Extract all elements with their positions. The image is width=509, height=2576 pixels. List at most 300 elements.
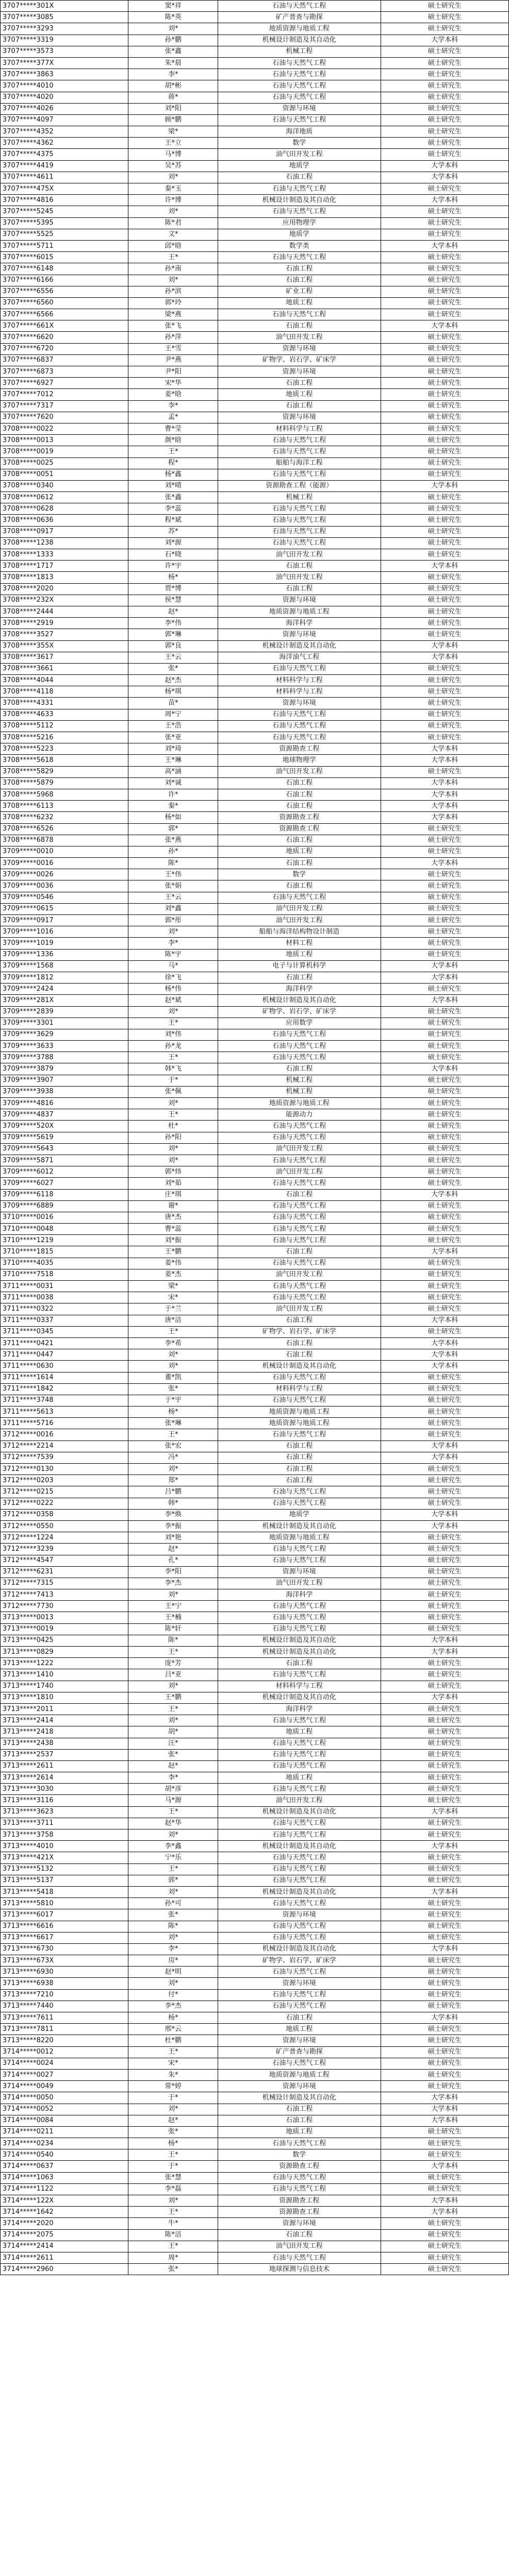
name-cell: 刘* [128, 1155, 218, 1166]
name-cell: 李* [128, 1943, 218, 1955]
table-row [1, 2218, 509, 2229]
degree-level-cell: 硕士研究生 [381, 183, 508, 195]
table-row [1, 2149, 509, 2161]
id-number-cell: 3709*****3788 [1, 1052, 128, 1063]
table-row [1, 1532, 509, 1544]
id-number-cell: 3713*****3711 [1, 1818, 128, 1829]
name-cell: 李* [128, 69, 218, 80]
degree-level-cell: 硕士研究生 [381, 606, 508, 617]
table-row [1, 1258, 509, 1269]
name-cell: 王* [128, 1018, 218, 1029]
degree-level-cell: 硕士研究生 [381, 1829, 508, 1841]
table-row [1, 1647, 509, 1658]
name-cell: 王*云 [128, 892, 218, 903]
name-cell: 尹*燕 [128, 354, 218, 366]
name-cell: 胡*彦 [128, 1784, 218, 1795]
major-cell: 石油与天然气工程 [218, 80, 381, 92]
major-cell: 油气田开发工程 [218, 1578, 381, 1589]
degree-level-cell: 硕士研究生 [381, 1989, 508, 2001]
degree-level-cell: 硕士研究生 [381, 1395, 508, 1406]
id-number-cell: 3713*****6930 [1, 1967, 128, 1978]
table-row [1, 1063, 509, 1075]
major-cell: 石油与天然气工程 [218, 2138, 381, 2149]
degree-level-cell: 硕士研究生 [381, 309, 508, 320]
id-number-cell: 3712*****0130 [1, 1464, 128, 1475]
id-number-cell: 3713*****1810 [1, 1692, 128, 1703]
major-cell: 石油工程 [218, 1189, 381, 1200]
degree-level-cell: 硕士研究生 [381, 1681, 508, 1692]
id-number-cell: 3711*****0345 [1, 1326, 128, 1337]
name-cell: 陈* [128, 1635, 218, 1646]
degree-level-cell: 大学本科 [381, 1315, 508, 1326]
major-cell: 海洋科学 [218, 1589, 381, 1601]
major-cell: 石油与天然气工程 [218, 1212, 381, 1223]
name-cell: 赵* [128, 606, 218, 617]
name-cell: 刘* [128, 23, 218, 35]
table-row [1, 2012, 509, 2024]
name-cell: 马* [128, 960, 218, 972]
table-row [1, 1566, 509, 1578]
degree-level-cell: 硕士研究生 [381, 469, 508, 480]
table-row [1, 915, 509, 926]
name-cell: 杨* [128, 2012, 218, 2024]
degree-level-cell: 硕士研究生 [381, 1109, 508, 1121]
major-cell: 石油工程 [218, 1246, 381, 1258]
degree-level-cell: 硕士研究生 [381, 252, 508, 263]
major-cell: 矿业工程 [218, 286, 381, 297]
degree-level-cell: 硕士研究生 [381, 2218, 508, 2229]
name-cell: 宁*乐 [128, 1852, 218, 1863]
id-number-cell: 3712*****3239 [1, 1544, 128, 1555]
degree-level-cell: 硕士研究生 [381, 618, 508, 629]
id-number-cell: 3711*****0630 [1, 1361, 128, 1372]
degree-level-cell: 硕士研究生 [381, 1429, 508, 1440]
major-cell: 机械工程 [218, 46, 381, 57]
degree-level-cell: 硕士研究生 [381, 206, 508, 217]
id-number-cell: 3709*****0917 [1, 915, 128, 926]
id-number-cell: 3714*****0540 [1, 2149, 128, 2161]
major-cell: 资源与环境 [218, 1909, 381, 1921]
id-number-cell: 3713*****0829 [1, 1647, 128, 1658]
id-number-cell: 3708*****0917 [1, 526, 128, 537]
id-number-cell: 3709*****0036 [1, 880, 128, 892]
id-number-cell: 3714*****2414 [1, 2241, 128, 2252]
id-number-cell: 3708*****5829 [1, 766, 128, 777]
id-number-cell: 3711*****0337 [1, 1315, 128, 1326]
id-number-cell: 3713*****3116 [1, 1795, 128, 1806]
name-cell: 秦* [128, 801, 218, 812]
id-number-cell: 3713*****5418 [1, 1886, 128, 1897]
name-cell: 蒋* [128, 92, 218, 103]
degree-level-cell: 大学本科 [381, 1063, 508, 1075]
id-number-cell: 3711*****0031 [1, 1281, 128, 1292]
id-number-cell: 3712*****0222 [1, 1498, 128, 1509]
name-cell: 庄*琪 [128, 1189, 218, 1200]
name-cell: 王*鹏 [128, 1692, 218, 1703]
id-number-cell: 3713*****3623 [1, 1806, 128, 1818]
table-row [1, 1189, 509, 1200]
name-cell: 孟* [128, 412, 218, 423]
id-number-cell: 3709*****4837 [1, 1109, 128, 1121]
table-row [1, 892, 509, 903]
degree-level-cell: 硕士研究生 [381, 1544, 508, 1555]
degree-level-cell: 硕士研究生 [381, 1258, 508, 1269]
name-cell: 吕*亚 [128, 1669, 218, 1681]
degree-level-cell: 硕士研究生 [381, 343, 508, 354]
table-row [1, 823, 509, 835]
id-number-cell: 3707*****661X [1, 320, 128, 332]
major-cell: 石油与天然气工程 [218, 537, 381, 549]
name-cell: 马*源 [128, 1795, 218, 1806]
table-row [1, 12, 509, 23]
id-number-cell: 3713*****2011 [1, 1703, 128, 1715]
table-row [1, 366, 509, 378]
major-cell: 材料科学与工程 [218, 675, 381, 686]
table-row [1, 926, 509, 938]
name-cell: 陈*洁 [128, 2229, 218, 2241]
table-row [1, 1932, 509, 1943]
id-number-cell: 3714*****1063 [1, 2172, 128, 2183]
degree-level-cell: 硕士研究生 [381, 549, 508, 561]
major-cell: 油气田开发工程 [218, 915, 381, 926]
id-number-cell: 3713*****5132 [1, 1863, 128, 1875]
name-cell: 朱*晨 [128, 57, 218, 69]
degree-level-cell: 硕士研究生 [381, 1863, 508, 1875]
degree-level-cell: 硕士研究生 [381, 1098, 508, 1109]
degree-level-cell: 硕士研究生 [381, 1281, 508, 1292]
degree-level-cell: 硕士研究生 [381, 1155, 508, 1166]
major-cell: 石油与天然气工程 [218, 1760, 381, 1772]
table-row [1, 160, 509, 172]
table-row [1, 1544, 509, 1555]
degree-level-cell: 硕士研究生 [381, 1006, 508, 1018]
degree-level-cell: 硕士研究生 [381, 2241, 508, 2252]
major-cell: 地质资源与地质工程 [218, 606, 381, 617]
table-row [1, 229, 509, 240]
degree-level-cell: 硕士研究生 [381, 1852, 508, 1863]
degree-level-cell: 大学本科 [381, 2207, 508, 2218]
major-cell: 矿物学、岩石学、矿床学 [218, 1006, 381, 1018]
name-cell: 李*伟 [128, 618, 218, 629]
major-cell: 石油工程 [218, 378, 381, 389]
table-row [1, 1601, 509, 1612]
name-cell: 梁* [128, 126, 218, 138]
name-cell: 李*杰 [128, 1578, 218, 1589]
degree-level-cell: 大学本科 [381, 172, 508, 183]
degree-level-cell: 硕士研究生 [381, 1383, 508, 1395]
degree-level-cell: 大学本科 [381, 1189, 508, 1200]
id-number-cell: 3708*****4633 [1, 709, 128, 720]
table-row [1, 332, 509, 343]
degree-level-cell: 硕士研究生 [381, 2252, 508, 2263]
table-row [1, 1121, 509, 1132]
degree-level-cell: 大学本科 [381, 240, 508, 251]
table-row [1, 846, 509, 857]
name-cell: 张* [128, 1749, 218, 1760]
id-number-cell: 3712*****0550 [1, 1520, 128, 1532]
id-number-cell: 3713*****673X [1, 1955, 128, 1967]
major-cell: 数学类 [218, 240, 381, 251]
degree-level-cell: 硕士研究生 [381, 1795, 508, 1806]
name-cell: 侯*慧 [128, 595, 218, 606]
id-number-cell: 3708*****6878 [1, 835, 128, 846]
name-cell: 于*兰 [128, 1303, 218, 1315]
name-cell: 李*希 [128, 1337, 218, 1349]
id-number-cell: 3709*****6027 [1, 1178, 128, 1189]
degree-level-cell: 硕士研究生 [381, 332, 508, 343]
id-number-cell: 3714*****0637 [1, 2161, 128, 2172]
degree-level-cell: 硕士研究生 [381, 423, 508, 434]
major-cell: 地质工程 [218, 1726, 381, 1738]
name-cell: 刘* [128, 206, 218, 217]
degree-level-cell: 大学本科 [381, 1635, 508, 1646]
major-cell: 矿产普查与勘探 [218, 2046, 381, 2058]
major-cell: 石油与天然气工程 [218, 1, 381, 12]
major-cell: 石油工程 [218, 1337, 381, 1349]
major-cell: 石油工程 [218, 1315, 381, 1326]
table-row [1, 1109, 509, 1121]
table-row [1, 80, 509, 92]
table-row [1, 343, 509, 354]
table-row [1, 880, 509, 892]
id-number-cell: 3710*****4035 [1, 1258, 128, 1269]
name-cell: 牛* [128, 2218, 218, 2229]
major-cell: 石油与天然气工程 [218, 1612, 381, 1623]
table-row [1, 1749, 509, 1760]
major-cell: 材料科学与工程 [218, 1681, 381, 1692]
name-cell: 朱* [128, 2069, 218, 2080]
name-cell: 刘*阳 [128, 103, 218, 114]
major-cell: 机械设计制造及其自动化 [218, 1635, 381, 1646]
id-number-cell: 3708*****5112 [1, 720, 128, 732]
degree-level-cell: 大学本科 [381, 561, 508, 572]
degree-level-cell: 硕士研究生 [381, 1784, 508, 1795]
degree-level-cell: 硕士研究生 [381, 366, 508, 378]
major-cell: 石油工程 [218, 400, 381, 412]
degree-level-cell: 大学本科 [381, 960, 508, 972]
id-number-cell: 3708*****5223 [1, 743, 128, 755]
id-number-cell: 3709*****5871 [1, 1155, 128, 1166]
id-number-cell: 3710*****0048 [1, 1224, 128, 1235]
name-cell: 汪* [128, 1738, 218, 1749]
degree-level-cell: 大学本科 [381, 812, 508, 823]
degree-level-cell: 硕士研究生 [381, 1818, 508, 1829]
id-number-cell: 3708*****3661 [1, 663, 128, 674]
major-cell: 石油与天然气工程 [218, 114, 381, 126]
id-number-cell: 3714*****2611 [1, 2252, 128, 2263]
degree-level-cell: 硕士研究生 [381, 1749, 508, 1760]
table-row [1, 652, 509, 663]
name-cell: 王* [128, 1109, 218, 1121]
table-row [1, 35, 509, 46]
major-cell: 海洋科学 [218, 1703, 381, 1715]
id-number-cell: 3711*****0447 [1, 1349, 128, 1361]
degree-level-cell: 硕士研究生 [381, 1041, 508, 1052]
id-number-cell: 3708*****5968 [1, 789, 128, 800]
id-number-cell: 3709*****0615 [1, 903, 128, 914]
table-row [1, 183, 509, 195]
id-number-cell: 3712*****1224 [1, 1532, 128, 1544]
major-cell: 石油与天然气工程 [218, 1258, 381, 1269]
degree-level-cell: 硕士研究生 [381, 698, 508, 709]
table-row [1, 1829, 509, 1841]
name-cell: 宋*华 [128, 378, 218, 389]
table-row [1, 240, 509, 251]
table-row [1, 1795, 509, 1806]
table-row [1, 1281, 509, 1292]
degree-level-cell: 大学本科 [381, 1520, 508, 1532]
major-cell: 石油与天然气工程 [218, 1784, 381, 1795]
degree-level-cell: 大学本科 [381, 195, 508, 206]
table-row [1, 286, 509, 297]
degree-level-cell: 硕士研究生 [381, 572, 508, 583]
degree-level-cell: 硕士研究生 [381, 1303, 508, 1315]
id-number-cell: 3712*****0358 [1, 1509, 128, 1520]
table-row [1, 972, 509, 983]
major-cell: 石油与天然气工程 [218, 1372, 381, 1383]
id-number-cell: 3709*****1016 [1, 926, 128, 938]
degree-level-cell: 硕士研究生 [381, 378, 508, 389]
name-cell: 赵* [128, 2115, 218, 2126]
major-cell: 石油工程 [218, 275, 381, 286]
degree-level-cell: 硕士研究生 [381, 1486, 508, 1498]
major-cell: 油气田开发工程 [218, 572, 381, 583]
table-row [1, 457, 509, 469]
degree-level-cell: 硕士研究生 [381, 2081, 508, 2092]
table-row [1, 297, 509, 309]
major-cell: 地质工程 [218, 949, 381, 960]
id-number-cell: 3707*****3573 [1, 46, 128, 57]
major-cell: 资源与环境 [218, 698, 381, 709]
major-cell: 石油与天然气工程 [218, 1155, 381, 1166]
table-row [1, 572, 509, 583]
id-number-cell: 3713*****2537 [1, 1749, 128, 1760]
name-cell: 孙*南 [128, 263, 218, 275]
name-cell: 刘* [128, 1829, 218, 1841]
name-cell: 周* [128, 2252, 218, 2263]
id-number-cell: 3707*****7620 [1, 412, 128, 423]
degree-level-cell: 硕士研究生 [381, 2149, 508, 2161]
name-cell: 李*阳 [128, 1566, 218, 1578]
name-cell: 唐*杰 [128, 1212, 218, 1223]
name-cell: 赵* [128, 1760, 218, 1772]
major-cell: 矿物学、岩石学、矿床学 [218, 1955, 381, 1967]
degree-level-cell: 硕士研究生 [381, 2024, 508, 2035]
major-cell: 资源与环境 [218, 595, 381, 606]
name-cell: 于* [128, 2092, 218, 2104]
id-number-cell: 3710*****7518 [1, 1269, 128, 1280]
name-cell: 刘*鑫 [128, 903, 218, 914]
name-cell: 庞*芳 [128, 1658, 218, 1669]
table-row [1, 1978, 509, 1989]
id-number-cell: 3714*****0052 [1, 2104, 128, 2115]
name-cell: 杨*鑫 [128, 469, 218, 480]
major-cell: 石油与天然气工程 [218, 515, 381, 526]
name-cell: 张* [128, 663, 218, 674]
major-cell: 石油与天然气工程 [218, 1041, 381, 1052]
name-cell: 刘* [128, 1361, 218, 1372]
id-number-cell: 3708*****3617 [1, 652, 128, 663]
degree-level-cell: 硕士研究生 [381, 686, 508, 698]
name-cell: 王* [128, 2241, 218, 2252]
degree-level-cell: 硕士研究生 [381, 217, 508, 229]
major-cell: 资源与环境 [218, 103, 381, 114]
id-number-cell: 3709*****5643 [1, 1143, 128, 1155]
table-row [1, 1349, 509, 1361]
degree-level-cell: 硕士研究生 [381, 1532, 508, 1544]
major-cell: 地质工程 [218, 2126, 381, 2138]
name-cell: 陈*轩 [128, 1623, 218, 1635]
id-number-cell: 3708*****0013 [1, 435, 128, 446]
major-cell: 机械设计制造及其自动化 [218, 1841, 381, 1852]
degree-level-cell: 硕士研究生 [381, 880, 508, 892]
degree-level-cell: 硕士研究生 [381, 92, 508, 103]
degree-level-cell: 大学本科 [381, 160, 508, 172]
table-row [1, 2138, 509, 2149]
major-cell: 石油工程 [218, 880, 381, 892]
name-cell: 王*云 [128, 652, 218, 663]
id-number-cell: 3707*****7012 [1, 389, 128, 400]
table-row [1, 172, 509, 183]
name-cell: 张*燕 [128, 835, 218, 846]
id-number-cell: 3714*****1642 [1, 2207, 128, 2218]
major-cell: 机械设计制造及其自动化 [218, 1806, 381, 1818]
degree-level-cell: 硕士研究生 [381, 503, 508, 515]
name-cell: 刘* [128, 1886, 218, 1897]
name-cell: 高*涵 [128, 766, 218, 777]
table-row [1, 1863, 509, 1875]
table-row [1, 1395, 509, 1406]
name-cell: 刘* [128, 1681, 218, 1692]
id-number-cell: 3707*****5395 [1, 217, 128, 229]
table-row [1, 1692, 509, 1703]
id-number-cell: 3709*****3629 [1, 1029, 128, 1040]
major-cell: 油气田开发工程 [218, 1303, 381, 1315]
degree-level-cell: 硕士研究生 [381, 823, 508, 835]
degree-level-cell: 大学本科 [381, 480, 508, 492]
degree-level-cell: 硕士研究生 [381, 583, 508, 595]
major-cell: 船舶与海洋结构物设计制造 [218, 926, 381, 938]
major-cell: 应用数学 [218, 1018, 381, 1029]
id-number-cell: 3712*****7730 [1, 1601, 128, 1612]
id-number-cell: 3707*****6873 [1, 366, 128, 378]
major-cell: 石油工程 [218, 561, 381, 572]
id-number-cell: 3714*****1122 [1, 2183, 128, 2195]
table-row [1, 515, 509, 526]
major-cell: 石油与天然气工程 [218, 1749, 381, 1760]
table-row [1, 1520, 509, 1532]
id-number-cell: 3709*****0016 [1, 858, 128, 869]
table-row [1, 2126, 509, 2138]
id-number-cell: 3709*****0010 [1, 846, 128, 857]
name-cell: 许*博 [128, 195, 218, 206]
table-row [1, 1292, 509, 1303]
table-row [1, 960, 509, 972]
major-cell: 石油工程 [218, 972, 381, 983]
table-row [1, 2035, 509, 2046]
major-cell: 石油工程 [218, 835, 381, 846]
id-number-cell: 3709*****1812 [1, 972, 128, 983]
major-cell: 石油与天然气工程 [218, 1898, 381, 1909]
id-number-cell: 3709*****3907 [1, 1075, 128, 1086]
name-cell: 邢*云 [128, 2024, 218, 2035]
id-number-cell: 3714*****0234 [1, 2138, 128, 2149]
table-row [1, 1326, 509, 1337]
degree-level-cell: 硕士研究生 [381, 1703, 508, 1715]
major-cell: 资源与环境 [218, 1978, 381, 1989]
major-cell: 矿物学、岩石学、矿床学 [218, 1326, 381, 1337]
table-row [1, 412, 509, 423]
